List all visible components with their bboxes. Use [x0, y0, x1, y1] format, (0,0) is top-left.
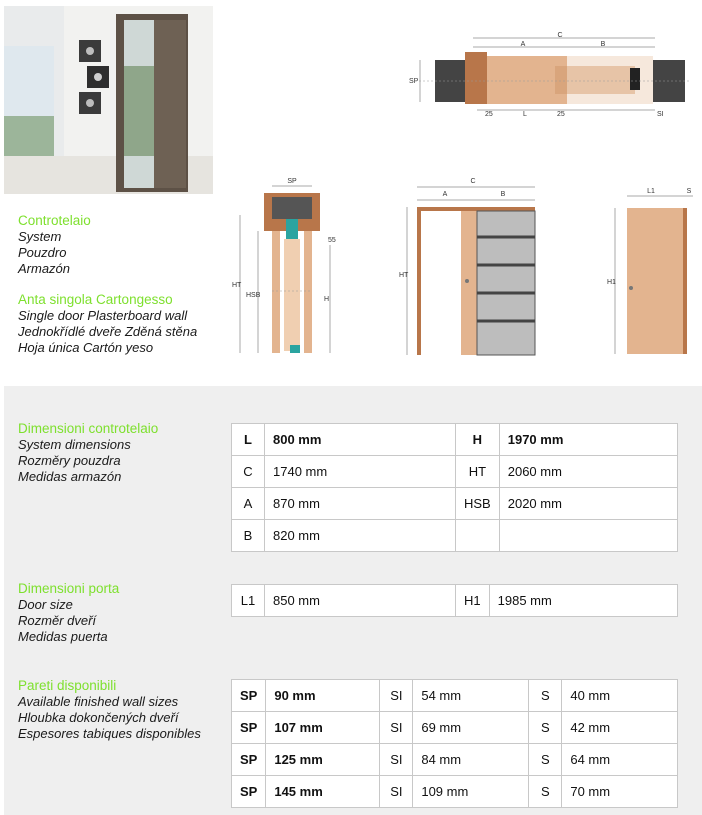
wall-key: S [529, 744, 562, 776]
dim-key: B [232, 520, 265, 552]
wall-key: SI [380, 712, 413, 744]
top-plan-drawing [405, 30, 695, 122]
system-dims-table [231, 423, 678, 552]
front-b-label: B [500, 191, 506, 198]
wall-value: 109 mm [413, 776, 529, 808]
system-dims-title-it: Dimensioni controtelaio [18, 421, 159, 436]
table-row [232, 424, 678, 456]
table-row [232, 712, 678, 744]
top-c-label: C [557, 32, 563, 39]
front-c-label: C [470, 178, 476, 185]
wall-key: S [529, 712, 562, 744]
walls-table [231, 679, 678, 808]
wall-value: 90 mm [266, 680, 380, 712]
wall-value: 40 mm [562, 680, 678, 712]
top-a-label: A [520, 41, 526, 48]
dim-value: 1970 mm [499, 424, 677, 456]
dim-value: 850 mm [265, 585, 456, 617]
dim-value: 800 mm [265, 424, 456, 456]
walls-title-es: Espesores tabiques disponibles [18, 726, 201, 741]
dim-key: L [232, 424, 265, 456]
dim-value [499, 520, 677, 552]
dim-key: H1 [456, 585, 490, 617]
dim-value: 2060 mm [499, 456, 677, 488]
wall-value: 64 mm [562, 744, 678, 776]
top-si-label: SI [657, 111, 664, 118]
system-title-cz: Pouzdro [18, 245, 67, 260]
walls-title-it: Pareti disponibili [18, 678, 117, 693]
dim-value: 1985 mm [489, 585, 677, 617]
door-size-title-en: Door size [18, 597, 73, 612]
system-title-it: Controtelaio [18, 213, 91, 228]
front-ht-label: HT [399, 272, 409, 279]
top-sp-label: SP [409, 78, 419, 85]
door-title-es: Hoja única Cartón yeso [18, 340, 154, 355]
section-sp-label: SP [287, 178, 297, 185]
dim-key: L1 [232, 585, 265, 617]
door-h1-label: H1 [607, 279, 616, 286]
wall-key: S [529, 680, 562, 712]
door-size-title-es: Medidas puerta [18, 629, 108, 644]
dim-key: C [232, 456, 265, 488]
door-size-table [231, 584, 678, 617]
section-h-label: H [324, 296, 330, 303]
wall-key: SP [232, 712, 266, 744]
dim-value: 2020 mm [499, 488, 677, 520]
wall-key: SP [232, 776, 266, 808]
top-l-label: L [523, 111, 527, 118]
section-ht-label: HT [232, 282, 242, 289]
door-l1-label: L1 [647, 188, 655, 195]
system-dims-title-en: System dimensions [18, 437, 131, 452]
dim-key: HT [456, 456, 500, 488]
wall-value: 125 mm [266, 744, 380, 776]
wall-value: 84 mm [413, 744, 529, 776]
wall-key: SI [380, 776, 413, 808]
door-title-en: Single door Plasterboard wall [18, 308, 188, 323]
system-title-en: System [18, 229, 62, 244]
wall-value: 69 mm [413, 712, 529, 744]
table-row [232, 520, 678, 552]
wall-value: 54 mm [413, 680, 529, 712]
dim-key [456, 520, 500, 552]
door-size-heading [18, 581, 119, 645]
walls-heading [18, 678, 201, 742]
table-row [232, 680, 678, 712]
wall-key: S [529, 776, 562, 808]
dim-value: 870 mm [265, 488, 456, 520]
top-25a-label: 25 [485, 111, 493, 118]
dim-key: HSB [456, 488, 500, 520]
section-55-label: 55 [328, 237, 336, 244]
wall-value: 145 mm [266, 776, 380, 808]
front-a-label: A [442, 191, 448, 198]
section-drawing [230, 175, 340, 360]
top-b-label: B [600, 41, 606, 48]
door-s-label: S [686, 188, 692, 195]
table-row [232, 488, 678, 520]
dim-value: 1740 mm [265, 456, 456, 488]
door-heading-block [18, 292, 197, 356]
system-dims-title-cz: Rozměry pouzdra [18, 453, 121, 468]
front-drawing [395, 175, 545, 360]
top-25b-label: 25 [557, 111, 565, 118]
wall-value: 42 mm [562, 712, 678, 744]
dim-value: 820 mm [265, 520, 456, 552]
table-row [232, 585, 678, 617]
dim-key: A [232, 488, 265, 520]
interior-photo [4, 6, 213, 194]
table-row [232, 776, 678, 808]
table-row [232, 744, 678, 776]
door-title-cz: Jednokřídlé dveře Zděná stěna [18, 324, 198, 339]
wall-key: SP [232, 680, 266, 712]
door-size-title-it: Dimensioni porta [18, 581, 120, 596]
table-row [232, 456, 678, 488]
system-heading-block [18, 213, 91, 277]
walls-title-en: Available finished wall sizes [18, 694, 179, 709]
wall-value: 107 mm [266, 712, 380, 744]
walls-title-cz: Hloubka dokončených dveří [18, 710, 179, 725]
wall-key: SI [380, 680, 413, 712]
section-hsb-label: HSB [246, 292, 261, 299]
wall-key: SP [232, 744, 266, 776]
system-dims-title-es: Medidas armazón [18, 469, 122, 484]
door-title-it: Anta singola Cartongesso [18, 292, 173, 307]
system-dims-heading [18, 421, 158, 485]
wall-key: SI [380, 744, 413, 776]
system-title-es: Armazón [18, 261, 71, 276]
dim-key: H [456, 424, 500, 456]
door-size-title-cz: Rozměr dveří [18, 613, 97, 628]
door-drawing [605, 180, 700, 360]
wall-value: 70 mm [562, 776, 678, 808]
